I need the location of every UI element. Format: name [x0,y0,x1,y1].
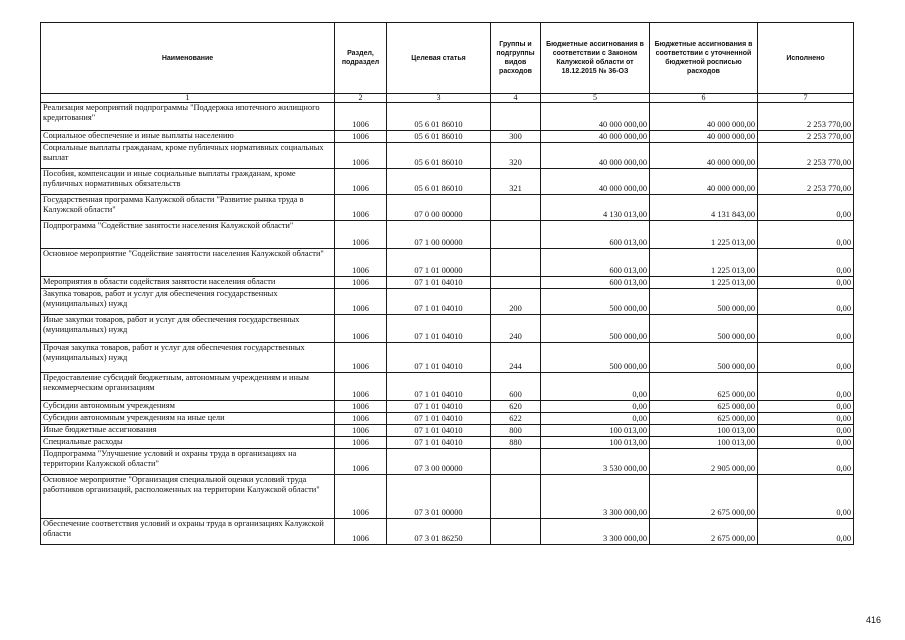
row-name: Закупка товаров, работ и услуг для обеспечения государственных (муниципальных) нужд [41,289,335,315]
row-budget-law: 500 000,00 [541,315,650,343]
budget-table [40,22,854,545]
row-expense-group: 321 [491,169,541,195]
row-budget-refined: 1 225 013,00 [650,249,758,277]
row-section: 1006 [335,195,387,221]
column-number: 1 [41,94,335,103]
table-row [41,449,854,475]
row-target-article: 07 1 01 04010 [387,343,491,373]
row-budget-refined: 1 225 013,00 [650,221,758,249]
row-expense-group [491,221,541,249]
row-executed: 0,00 [758,289,854,315]
table-row [41,413,854,425]
row-target-article: 07 1 01 00000 [387,249,491,277]
row-expense-group: 880 [491,437,541,449]
row-section: 1006 [335,425,387,437]
row-target-article: 07 1 01 04010 [387,289,491,315]
row-expense-group: 600 [491,373,541,401]
column-number: 2 [335,94,387,103]
row-name: Социальное обеспечение и иные выплаты населению [41,131,335,143]
row-budget-law: 100 013,00 [541,425,650,437]
column-number: 3 [387,94,491,103]
row-name: Подпрограмма "Содействие занятости населения Калужской области" [41,221,335,249]
table-row [41,131,854,143]
row-executed: 0,00 [758,195,854,221]
header-row [41,23,854,94]
row-budget-refined: 2 905 000,00 [650,449,758,475]
table-row [41,425,854,437]
row-target-article: 07 0 00 00000 [387,195,491,221]
row-name: Прочая закупка товаров, работ и услуг для обеспечения государственных (муниципальных) нужд [41,343,335,373]
row-budget-refined: 40 000 000,00 [650,143,758,169]
row-budget-law: 0,00 [541,373,650,401]
row-budget-refined: 1 225 013,00 [650,277,758,289]
row-name: Иные закупки товаров, работ и услуг для обеспечения государственных (муниципальных) нужд [41,315,335,343]
row-expense-group: 240 [491,315,541,343]
row-section: 1006 [335,519,387,545]
row-name: Пособия, компенсации и иные социальные выплаты гражданам, кроме публичных нормативных обязательств [41,169,335,195]
table-row [41,277,854,289]
row-executed: 0,00 [758,475,854,519]
row-budget-law: 3 300 000,00 [541,519,650,545]
table-row [41,289,854,315]
row-budget-law: 500 000,00 [541,289,650,315]
row-section: 1006 [335,449,387,475]
row-executed: 2 253 770,00 [758,131,854,143]
row-budget-refined: 40 000 000,00 [650,131,758,143]
row-expense-group [491,249,541,277]
row-expense-group [491,519,541,545]
table-row [41,169,854,195]
row-name: Мероприятия в области содействия занятости населения области [41,277,335,289]
row-target-article: 07 1 01 04010 [387,277,491,289]
table-row [41,315,854,343]
row-target-article: 05 6 01 86010 [387,169,491,195]
row-expense-group: 620 [491,401,541,413]
row-expense-group [491,195,541,221]
row-section: 1006 [335,277,387,289]
row-budget-law: 600 013,00 [541,249,650,277]
row-section: 1006 [335,249,387,277]
row-budget-law: 3 530 000,00 [541,449,650,475]
header-budget-refined: Бюджетные ассигнования в соответствии с уточненной бюджетной росписью расходов [650,23,758,94]
header-budget-law: Бюджетные ассигнования в соответствии с Законом Калужской области от 18.12.2015 № 36-ОЗ [541,23,650,94]
row-budget-law: 0,00 [541,413,650,425]
row-budget-law: 100 013,00 [541,437,650,449]
row-executed: 0,00 [758,277,854,289]
row-target-article: 07 1 01 04010 [387,373,491,401]
row-expense-group [491,475,541,519]
row-name: Субсидии автономным учреждениям на иные цели [41,413,335,425]
row-target-article: 07 1 01 04010 [387,437,491,449]
table-row [41,249,854,277]
row-target-article: 05 6 01 86010 [387,143,491,169]
table-row [41,373,854,401]
table-row [41,437,854,449]
table-row [41,475,854,519]
row-executed: 0,00 [758,449,854,475]
row-budget-law: 40 000 000,00 [541,103,650,131]
row-target-article: 07 1 01 04010 [387,425,491,437]
row-target-article: 05 6 01 86010 [387,103,491,131]
row-expense-group [491,277,541,289]
row-executed: 0,00 [758,437,854,449]
row-budget-refined: 40 000 000,00 [650,103,758,131]
row-name: Основное мероприятие "Содействие занятости населения Калужской области" [41,249,335,277]
column-number-row [41,94,854,103]
table-row [41,143,854,169]
table-row [41,195,854,221]
row-name: Иные бюджетные ассигнования [41,425,335,437]
row-budget-law: 600 013,00 [541,221,650,249]
row-budget-law: 3 300 000,00 [541,475,650,519]
row-section: 1006 [335,401,387,413]
row-section: 1006 [335,373,387,401]
row-section: 1006 [335,103,387,131]
row-expense-group: 200 [491,289,541,315]
row-executed: 2 253 770,00 [758,103,854,131]
row-target-article: 05 6 01 86010 [387,131,491,143]
row-executed: 0,00 [758,401,854,413]
row-budget-refined: 625 000,00 [650,401,758,413]
row-budget-refined: 625 000,00 [650,413,758,425]
row-budget-refined: 500 000,00 [650,315,758,343]
row-budget-law: 40 000 000,00 [541,131,650,143]
row-target-article: 07 1 00 00000 [387,221,491,249]
header-executed: Исполнено [758,23,854,94]
header-target-article: Целевая статья [387,23,491,94]
row-executed: 2 253 770,00 [758,143,854,169]
row-executed: 2 253 770,00 [758,169,854,195]
row-budget-law: 0,00 [541,401,650,413]
row-expense-group: 800 [491,425,541,437]
row-name: Социальные выплаты гражданам, кроме публичных нормативных социальных выплат [41,143,335,169]
row-section: 1006 [335,315,387,343]
row-executed: 0,00 [758,413,854,425]
row-expense-group: 244 [491,343,541,373]
row-name: Государственная программа Калужской области "Развитие рынка труда в Калужской области" [41,195,335,221]
row-section: 1006 [335,221,387,249]
row-expense-group [491,103,541,131]
row-budget-refined: 500 000,00 [650,343,758,373]
row-section: 1006 [335,475,387,519]
row-executed: 0,00 [758,519,854,545]
row-section: 1006 [335,143,387,169]
row-expense-group [491,449,541,475]
row-budget-refined: 2 675 000,00 [650,519,758,545]
row-budget-law: 4 130 013,00 [541,195,650,221]
row-target-article: 07 1 01 04010 [387,315,491,343]
row-target-article: 07 1 01 04010 [387,401,491,413]
row-budget-law: 40 000 000,00 [541,169,650,195]
row-budget-refined: 500 000,00 [650,289,758,315]
row-executed: 0,00 [758,343,854,373]
table-row [41,401,854,413]
row-expense-group: 622 [491,413,541,425]
table-body [41,103,854,545]
row-target-article: 07 3 01 86250 [387,519,491,545]
row-name: Основное мероприятие "Организация специальной оценки условий труда работников организаций, расположенных на территории Калужской области" [41,475,335,519]
table-row [41,221,854,249]
column-number: 7 [758,94,854,103]
row-section: 1006 [335,437,387,449]
row-target-article: 07 1 01 04010 [387,413,491,425]
row-budget-law: 500 000,00 [541,343,650,373]
table-row [41,103,854,131]
page-number: 416 [866,615,882,625]
row-section: 1006 [335,289,387,315]
row-section: 1006 [335,169,387,195]
row-budget-law: 600 013,00 [541,277,650,289]
header-expense-group: Группы и подгруппы видов расходов [491,23,541,94]
row-budget-refined: 100 013,00 [650,437,758,449]
row-budget-law: 40 000 000,00 [541,143,650,169]
row-name: Подпрограмма "Улучшение условий и охраны труда в организациях на территории Калужской области" [41,449,335,475]
row-target-article: 07 3 00 00000 [387,449,491,475]
row-budget-refined: 625 000,00 [650,373,758,401]
row-expense-group: 320 [491,143,541,169]
row-expense-group: 300 [491,131,541,143]
row-budget-refined: 2 675 000,00 [650,475,758,519]
row-executed: 0,00 [758,315,854,343]
column-number: 4 [491,94,541,103]
row-name: Реализация мероприятий подпрограммы "Поддержка ипотечного жилищного кредитования" [41,103,335,131]
row-section: 1006 [335,131,387,143]
row-name: Специальные расходы [41,437,335,449]
row-budget-refined: 4 131 843,00 [650,195,758,221]
row-executed: 0,00 [758,221,854,249]
row-executed: 0,00 [758,373,854,401]
table-row [41,519,854,545]
row-target-article: 07 3 01 00000 [387,475,491,519]
column-number: 6 [650,94,758,103]
header-section: Раздел, подраздел [335,23,387,94]
budget-execution-sheet [40,22,882,625]
row-name: Субсидии автономным учреждениям [41,401,335,413]
row-name: Обеспечение соответствия условий и охраны труда в организациях Калужской области [41,519,335,545]
row-executed: 0,00 [758,249,854,277]
row-executed: 0,00 [758,425,854,437]
column-number: 5 [541,94,650,103]
row-budget-refined: 100 013,00 [650,425,758,437]
row-section: 1006 [335,413,387,425]
header-name: Наименование [41,23,335,94]
row-name: Предоставление субсидий бюджетным, автономным учреждениям и иным некоммерческим организациям [41,373,335,401]
row-section: 1006 [335,343,387,373]
row-budget-refined: 40 000 000,00 [650,169,758,195]
table-row [41,343,854,373]
